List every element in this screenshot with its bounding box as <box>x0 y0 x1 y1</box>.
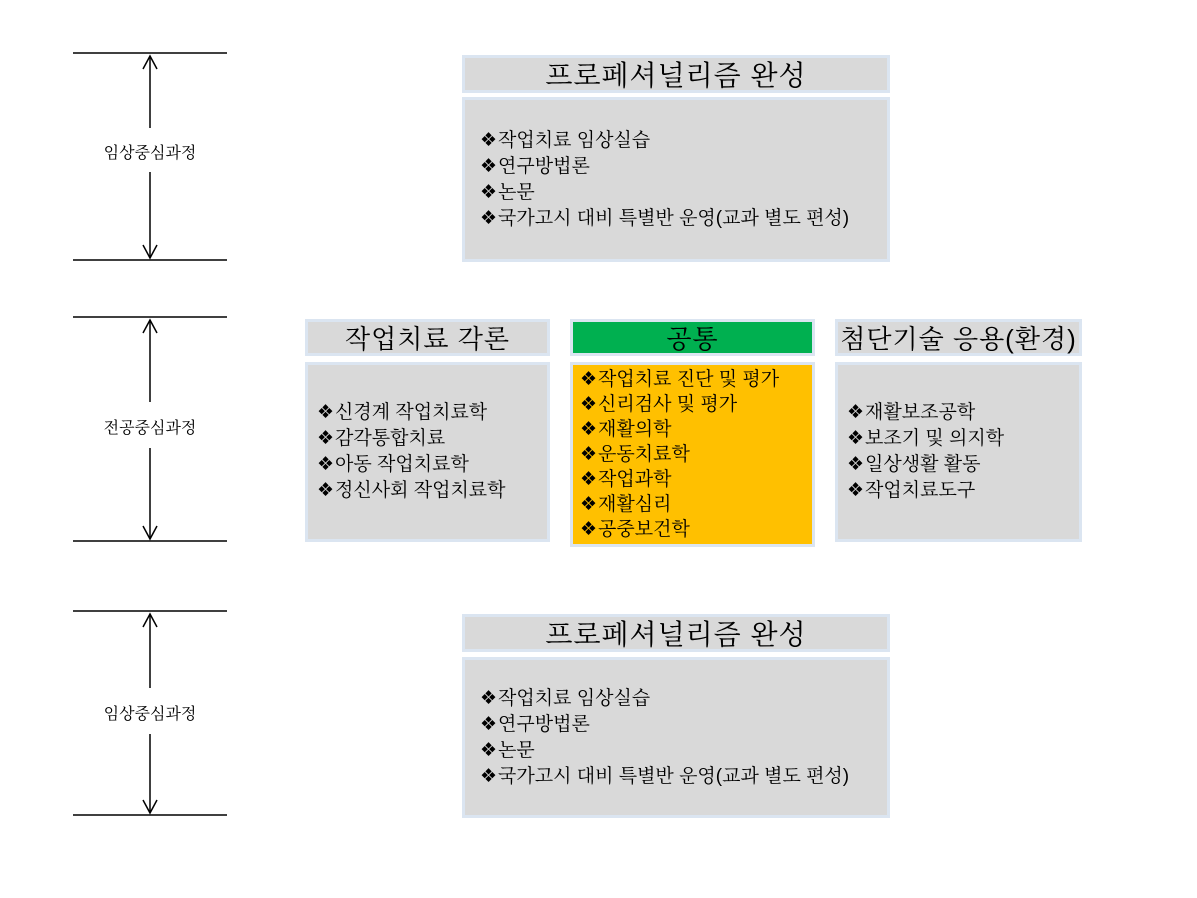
list-item-label: 작업치료 임상실습 <box>498 687 651 709</box>
left-rail-arrows <box>0 0 260 898</box>
list-item-label: 논문 <box>498 739 535 761</box>
list-item <box>480 712 887 738</box>
list-item <box>317 426 547 452</box>
list-item <box>317 478 547 504</box>
list-item <box>580 492 812 517</box>
bullet-icon: ❖ <box>580 494 598 515</box>
middle-col1-body <box>305 362 550 542</box>
bullet-icon: ❖ <box>480 713 498 735</box>
list-item-label: 정신사회 작업치료학 <box>335 480 506 501</box>
list-item-label: 일상생활 활동 <box>865 454 981 475</box>
list-item <box>580 467 812 492</box>
list-item-label: 공중보건학 <box>598 519 690 540</box>
list-item <box>580 417 812 442</box>
list-item-label: 작업과학 <box>598 469 672 490</box>
bullet-icon: ❖ <box>480 739 498 761</box>
bullet-icon: ❖ <box>847 402 865 423</box>
bullet-icon: ❖ <box>847 480 865 501</box>
list-item <box>847 400 1079 426</box>
list-item <box>847 426 1079 452</box>
list-item <box>480 764 887 790</box>
bullet-icon: ❖ <box>847 428 865 449</box>
middle-col2-body <box>570 362 815 547</box>
list-item-label: 아동 작업치료학 <box>335 454 469 475</box>
list-item <box>580 442 812 467</box>
list-item-label: 감각통합치료 <box>335 428 446 449</box>
list-item-label: 작업치료 임상실습 <box>498 129 651 151</box>
list-item-label: 보조기 및 의지학 <box>865 428 1005 449</box>
bullet-icon: ❖ <box>580 444 598 465</box>
list-item-label: 신리검사 및 평가 <box>598 394 738 415</box>
bullet-icon: ❖ <box>580 394 598 415</box>
list-item-label: 국가고시 대비 특별반 운영(교과 별도 편성) <box>498 765 850 787</box>
bullet-icon: ❖ <box>480 765 498 787</box>
list-item-label: 재활보조공학 <box>865 402 976 423</box>
list-item-label: 작업치료도구 <box>865 480 976 501</box>
bullet-icon: ❖ <box>847 454 865 475</box>
list-item-label: 작업치료 진단 및 평가 <box>598 369 780 390</box>
list-item <box>480 686 887 712</box>
middle-col3-body <box>835 362 1082 542</box>
bullet-icon: ❖ <box>480 155 498 177</box>
bottom-section-body <box>462 657 890 818</box>
list-item <box>480 128 887 154</box>
list-item <box>580 367 812 392</box>
list-item-label: 재활의학 <box>598 419 672 440</box>
list-item-label: 신경계 작업치료학 <box>335 402 488 423</box>
bullet-icon: ❖ <box>317 428 335 449</box>
list-item <box>847 452 1079 478</box>
bullet-icon: ❖ <box>580 519 598 540</box>
list-item-label: 재활심리 <box>598 494 672 515</box>
list-item-label: 논문 <box>498 181 535 203</box>
list-item-label: 연구방법론 <box>498 713 590 735</box>
bullet-icon: ❖ <box>480 687 498 709</box>
list-item <box>847 478 1079 504</box>
bullet-icon: ❖ <box>317 454 335 475</box>
middle-col1-title: 작업치료 각론 <box>305 319 550 356</box>
top-section-body <box>462 97 890 262</box>
list-item-label: 국가고시 대비 특별반 운영(교과 별도 편성) <box>498 207 850 229</box>
middle-col3-title: 첨단기술 응용(환경) <box>835 319 1082 356</box>
bullet-icon: ❖ <box>317 480 335 501</box>
bullet-icon: ❖ <box>580 419 598 440</box>
bullet-icon: ❖ <box>480 181 498 203</box>
list-item <box>480 154 887 180</box>
top-section-title: 프로페셔널리즘 완성 <box>462 55 890 93</box>
rail-label-major: 전공중심과정 <box>103 420 197 437</box>
list-item-label: 연구방법론 <box>498 155 590 177</box>
list-item <box>480 180 887 206</box>
list-item <box>317 400 547 426</box>
list-item <box>480 206 887 232</box>
rail-label-clinical-top: 임상중심과정 <box>103 145 197 162</box>
middle-col2-title: 공통 <box>570 319 815 356</box>
list-item <box>580 517 812 542</box>
bullet-icon: ❖ <box>580 369 598 390</box>
bullet-icon: ❖ <box>480 207 498 229</box>
bullet-icon: ❖ <box>317 402 335 423</box>
list-item <box>480 738 887 764</box>
list-item <box>580 392 812 417</box>
list-item-label: 운동치료학 <box>598 444 690 465</box>
rail-label-clinical-bottom: 임상중심과정 <box>103 706 197 723</box>
bullet-icon: ❖ <box>480 129 498 151</box>
list-item <box>317 452 547 478</box>
bullet-icon: ❖ <box>580 469 598 490</box>
bottom-section-title: 프로페셔널리즘 완성 <box>462 614 890 652</box>
